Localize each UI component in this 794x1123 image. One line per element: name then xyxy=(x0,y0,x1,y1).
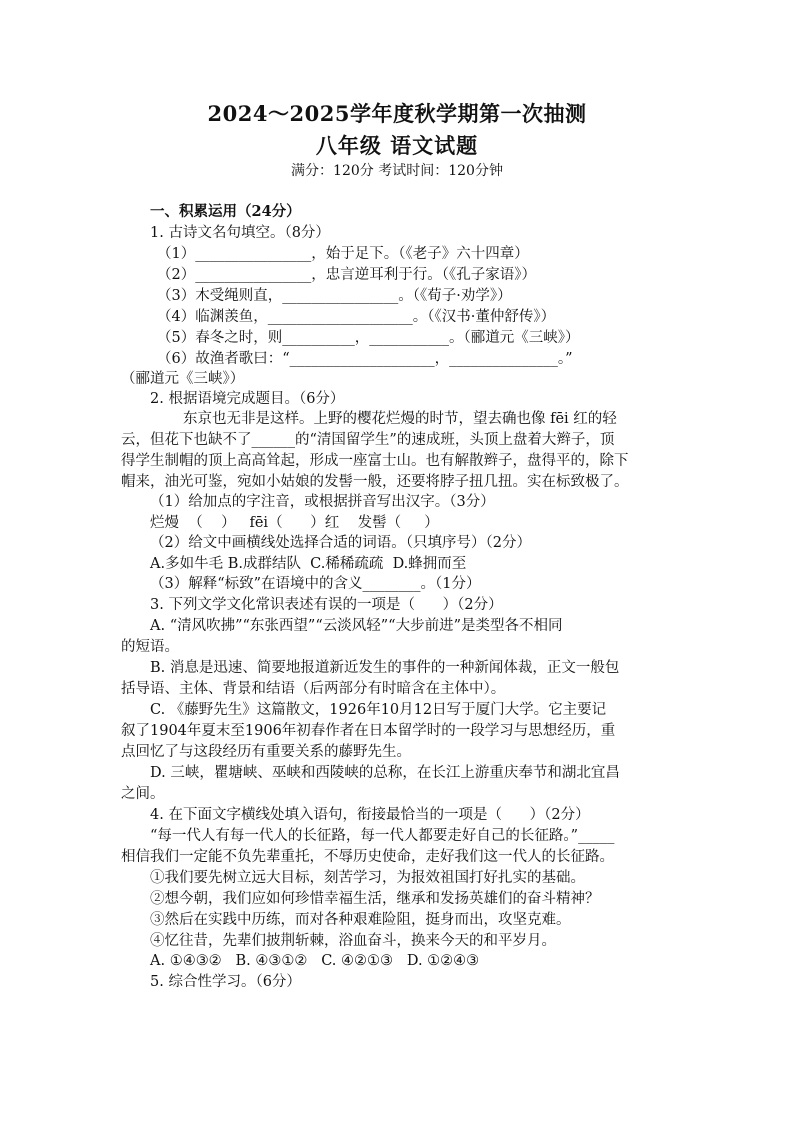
q2-sub-2-options: A.多如牛毛 B.成群结队 C.稀稀疏疏 D.蜂拥而至 xyxy=(150,556,467,572)
q3-option-b-1: B. 消息是迅速、简要地报道新近发生的事件的一种新闻体裁，正文一般包 xyxy=(150,660,620,676)
passage-line-4: 帽来，油光可鉴，宛如小姑娘的发髻一般，还要将脖子扭几扭。实在标致极了。 xyxy=(121,474,629,490)
q3-option-a-1: A. “清风吹拂”“东张西望”“云淡风轻”“大步前进”是类型各不相同 xyxy=(150,618,563,634)
q4-quote: “每一代人有每一代人的长征路，每一代人都要走好自己的长征路。”_____ xyxy=(150,828,615,844)
question-1: 1. 古诗文名句填空。（8分） xyxy=(150,225,330,241)
q3-option-c-1: C. 《藤野先生》这篇散文，1926年10月12日写于厦门大学。它主要记 xyxy=(150,702,607,718)
passage-line-3: 得学生制帽的顶上高高耸起，形成一座富士山。也有解散辫子，盘得平的，除下 xyxy=(121,453,629,469)
q2-sub-2: （2）给文中画横线处选择合适的词语。（只填序号）（2分） xyxy=(150,535,531,551)
q3-option-c-2: 叙了1904年夏末至1906年初春作者在日本留学时的一段学习与思想经历，重 xyxy=(121,723,616,739)
q1-item-2: （2）________________，忠言逆耳利于行。（《孔子家语》） xyxy=(157,267,536,283)
q4-sentence-4: ④忆往昔，先辈们披荆斩棘，浴血奋斗，换来今天的和平岁月。 xyxy=(150,933,556,949)
q4-sentence-2: ②想今朝，我们应如何珍惜幸福生活，继承和发扬英雄们的奋斗精神？ xyxy=(150,891,600,907)
question-5: 5. 综合性学习。（6分） xyxy=(150,974,301,990)
q1-item-3: （3）木受绳则直，________________。（《荀子·劝学》） xyxy=(157,288,512,304)
question-2: 2. 根据语境完成题目。（6分） xyxy=(150,391,345,407)
q3-option-a-2: 的短语。 xyxy=(121,639,179,655)
q3-option-d-1: D. 三峡，瞿塘峡、巫峡和西陵峡的总称，在长江上游重庆奉节和湖北宜昌 xyxy=(150,765,620,781)
section-heading: 一、积累运用（24分） xyxy=(150,203,301,220)
q2-sub-1: （1）给加点的字注音，或根据拼音写出汉字。（3分） xyxy=(150,494,495,510)
q3-option-d-2: 之间。 xyxy=(121,786,165,802)
question-4: 4. 在下面文字横线处填入语句，衔接最恰当的一项是（ ）（2分） xyxy=(150,807,590,823)
q4-sentence-3: ③然后在实践中历练，而对各种艰难险阻，挺身而出，攻坚克难。 xyxy=(150,912,571,928)
exam-title: 2024～2025学年度秋学期第一次抽测 xyxy=(207,101,587,126)
question-3: 3. 下列文学文化常识表述有误的一项是（ ）（2分） xyxy=(150,597,503,613)
q2-sub-1-blanks: 烂熳 （ ） fēi（ ）红 发髻（ ） xyxy=(150,515,439,531)
q1-item-6-source: （郦道元《三峡》） xyxy=(121,371,245,387)
exam-subtitle: 八年级 语文试题 xyxy=(315,133,479,158)
q4-options: A. ①④③② B. ④③①② C. ④②①③ D. ①②④③ xyxy=(150,953,480,969)
q1-item-5: （5）春冬之时，则__________，___________。（郦道元《三峡》） xyxy=(157,330,580,346)
q4-sentence-1: ①我们要先树立远大目标，刻苦学习，为报效祖国打好扎实的基础。 xyxy=(150,870,585,886)
q1-item-4: （4）临渊羡鱼，____________________。（《汉书·董仲舒传》） xyxy=(157,309,556,325)
q3-option-c-3: 点回忆了与这段经历有重要关系的藤野先生。 xyxy=(121,744,411,760)
q1-item-1: （1）________________，始于足下。（《老子》六十四章） xyxy=(157,246,529,262)
q2-sub-3: （3）解释“标致”在语境中的含义________。（1分） xyxy=(150,576,481,592)
q4-quote-cont: 相信我们一定能不负先辈重托，不辱历史使命，走好我们这一代人的长征路。 xyxy=(121,849,614,865)
passage-line-2: 云，但花下也缺不了______的“清国留学生”的速成班，头顶上盘着大辫子，顶 xyxy=(121,432,615,448)
q1-item-6: （6）故渔者歌曰：“____________________，_______________。” xyxy=(157,351,573,367)
passage-line-1: 东京也无非是这样。上野的樱花烂熳的时节，望去确也像 fēi 红的轻 xyxy=(183,411,617,427)
exam-meta: 满分：120分 考试时间：120分钟 xyxy=(291,163,503,179)
q3-option-b-2: 括导语、主体、背景和结语（后两部分有时暗含在主体中）。 xyxy=(121,681,506,697)
